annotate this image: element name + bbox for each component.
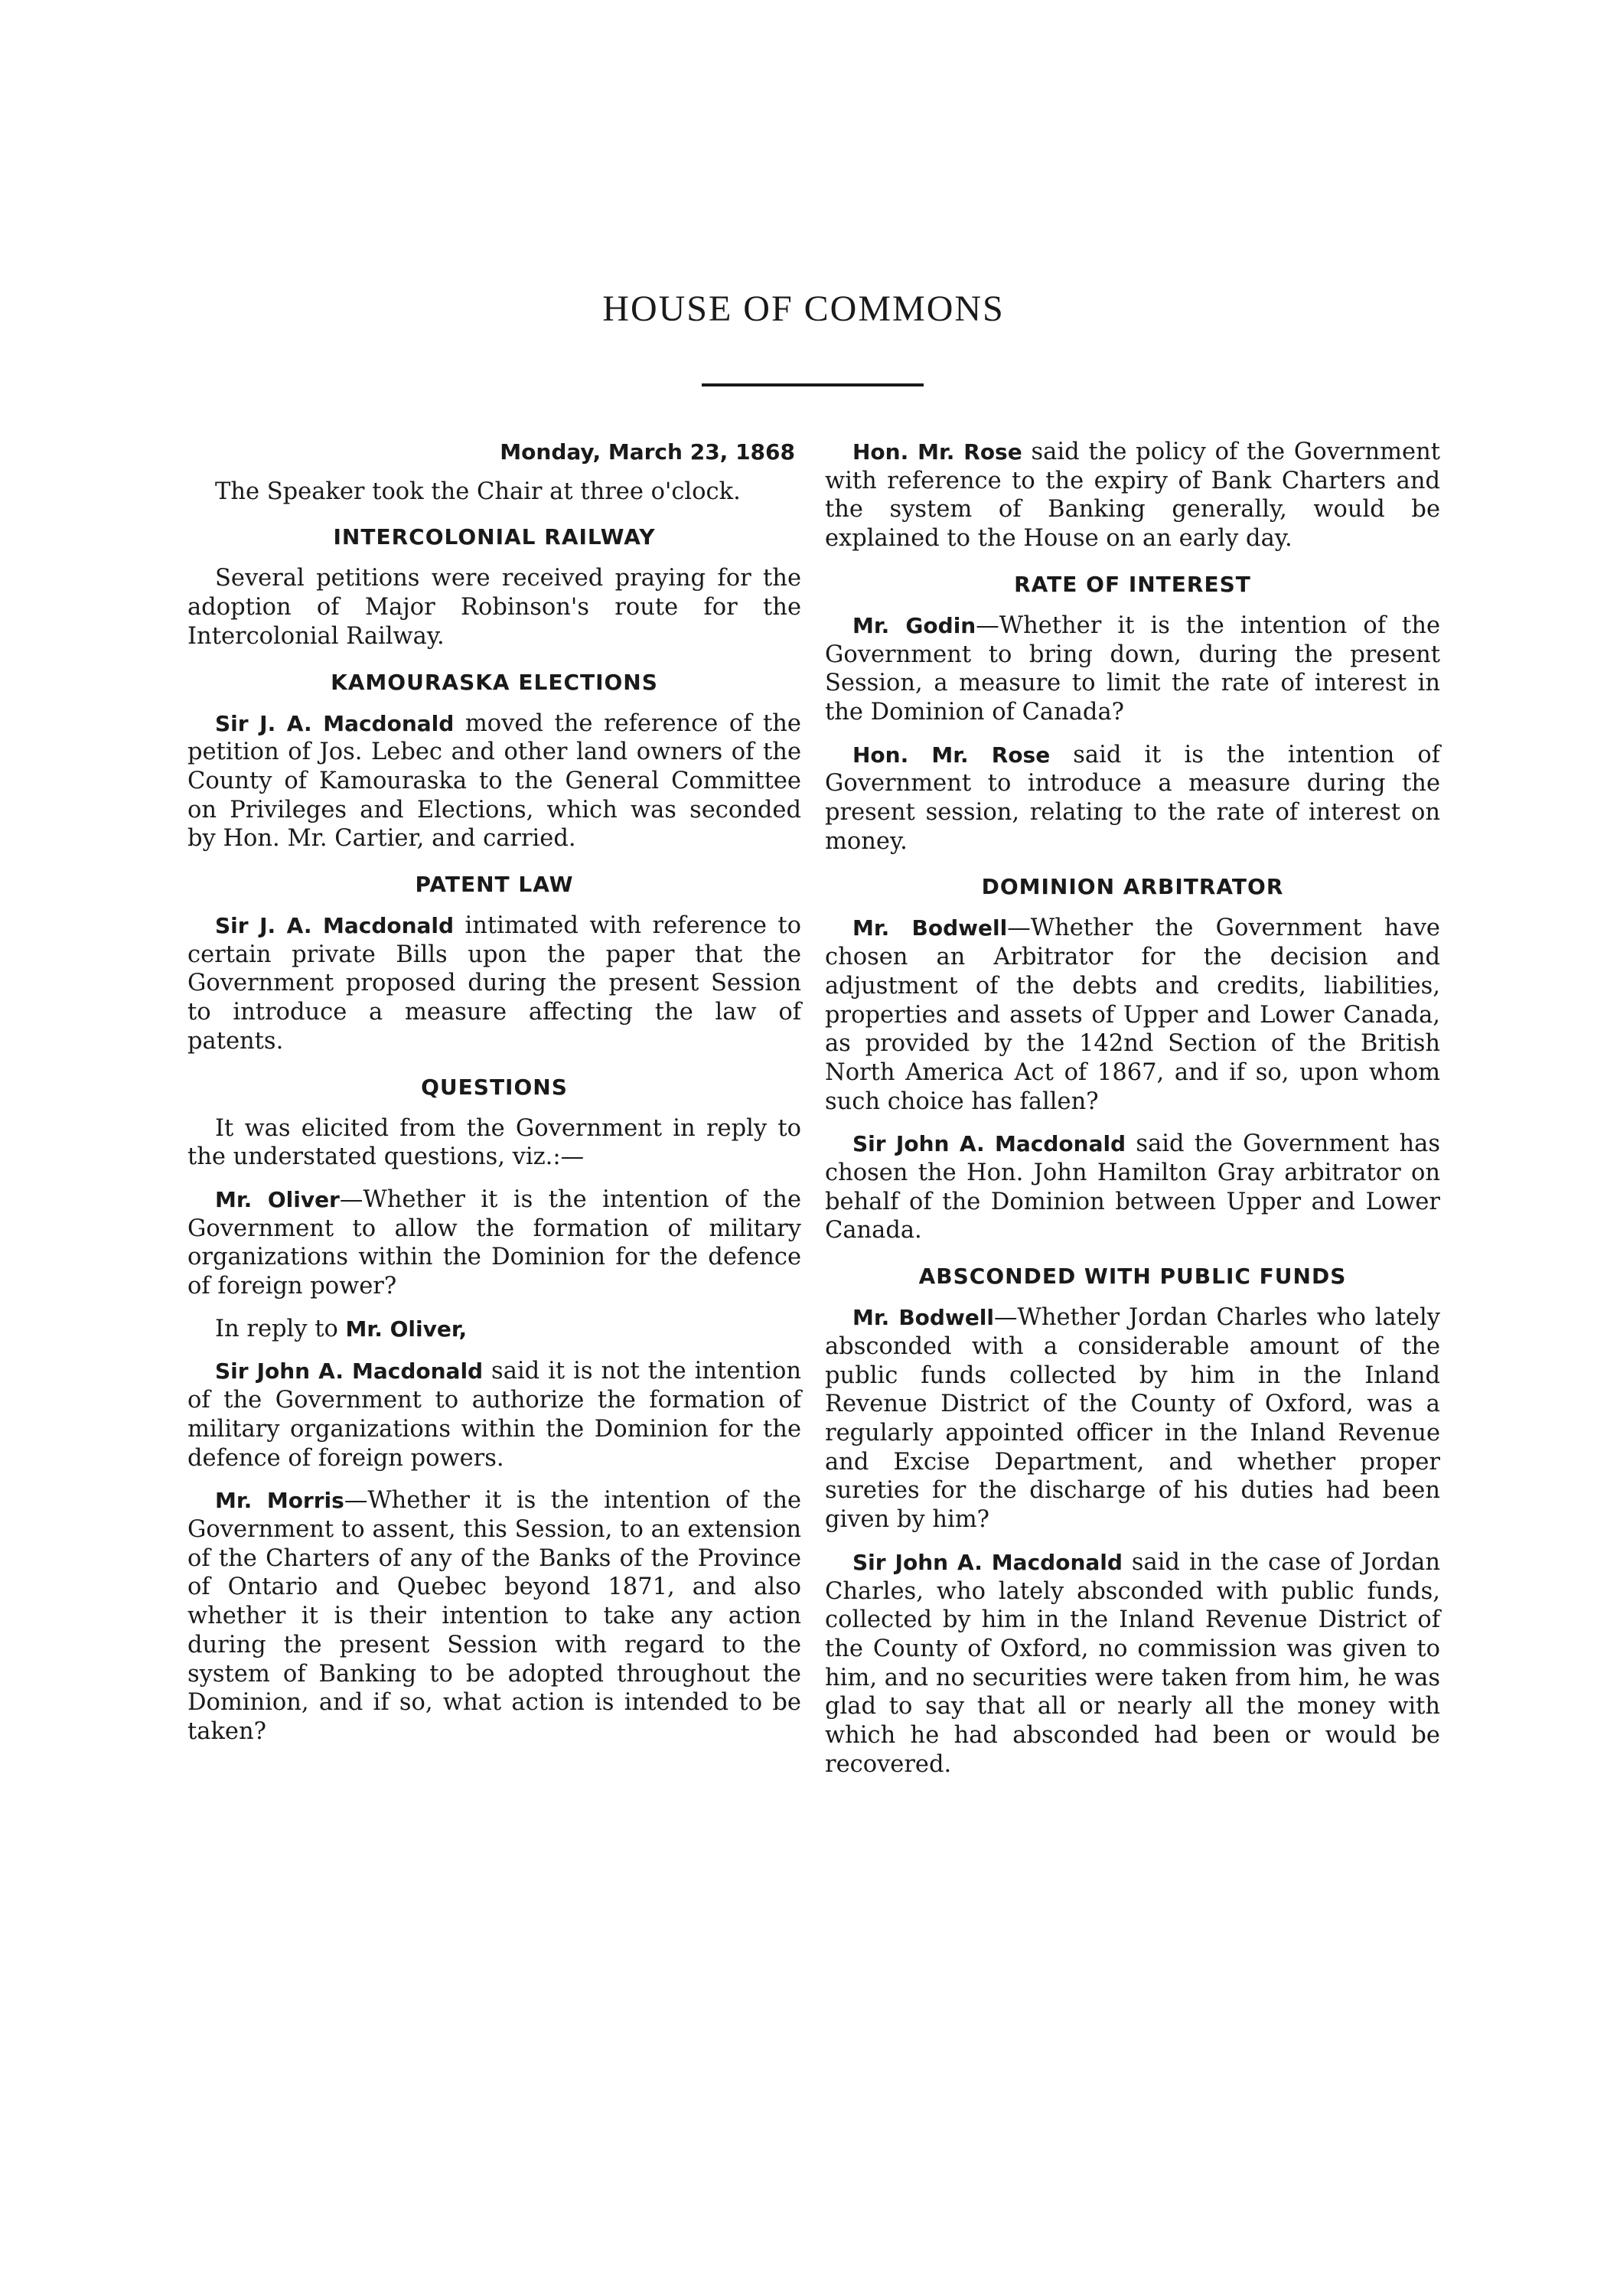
heading-rate-of-interest: RATE OF INTEREST — [1014, 571, 1251, 597]
speaker-name: Mr. Godin — [852, 612, 976, 638]
heading-dominion-arbitrator: DOMINION ARBITRATOR — [981, 874, 1284, 900]
speech-text: —Whether it is the intention of the Government to assent, this Session, to an extension of the Charters of any of the Banks of the Province of Ontario and Quebec beyond 1871, and also whether it is their intention to take any action during the present Session with regard to the system of Banking to be adopted throughout the Dominion, and if so, what action is intended to be taken? — [187, 1487, 802, 1745]
question-godin — [825, 612, 1440, 727]
patent-paragraph — [187, 912, 801, 1056]
speech-text: —Whether it is the intention of the Government to allow the formation of military organizations within the Dominion for the defence of foreign power? — [187, 1186, 801, 1300]
speech-text: —Whether it is the intention of the Government to bring down, during the present Session, a measure to limit the rate of interest in the Dominion of Canada? — [825, 612, 1441, 726]
speaker-name: Mr. Bodwell — [852, 915, 1008, 941]
right-column — [825, 438, 1440, 1792]
speech-text: moved the reference of the petition of Jos. Lebec and other land owners of the County of Kamouraska to the General Committee on Privileges and Elections, which was seconded by Hon. Mr. Cartier, and carried. — [187, 709, 801, 853]
speaker-name: Sir John A. Macdonald — [852, 1131, 1126, 1157]
session-date: Monday, March 23, 1868 — [500, 439, 795, 465]
railway-paragraph: Several petitions were received praying for the adoption of Major Robinson's route for the Intercolonial Railway. — [187, 565, 801, 650]
speaker-name: Sir John A. Macdonald — [215, 1358, 484, 1384]
answer-rose-banking — [825, 438, 1440, 553]
speech-text: said in the case of Jordan Charles, who lately absconded with public funds, collected by him in the Inland Revenue District of the County of Oxford, no commission was given to him, and no securities were taken from him, he was glad to say that all or nearly all the money with which he had absconded had been or would be recovered. — [825, 1548, 1440, 1778]
heading-patent-law: PATENT LAW — [415, 872, 574, 898]
heading-questions: QUESTIONS — [421, 1074, 568, 1100]
speech-text: intimated with reference to certain private Bills upon the paper that the Government proposed during the present Session to introduce a measure affecting the law of patents. — [187, 912, 801, 1055]
speaker-name: Hon. Mr. Rose — [852, 742, 1051, 768]
title-rule — [702, 383, 924, 386]
reply-line — [187, 1315, 801, 1344]
question-morris — [187, 1486, 801, 1746]
answer-macdonald-funds — [825, 1548, 1440, 1779]
speech-text: said the policy of the Government with reference to the expiry of Bank Charters and the system of Banking generally, would be explained to the House on an early day. — [825, 439, 1440, 553]
speech-text: said it is the intention of Government to introduce a measure during the present session, relating to the rate of interest on money. — [825, 741, 1440, 855]
left-column — [187, 438, 801, 1760]
heading-kamouraska-elections: KAMOURASKA ELECTIONS — [331, 669, 658, 695]
speaker-name: Sir J. A. Macdonald — [215, 710, 455, 736]
speech-text: said it is not the intention of the Government to authorize the formation of military organizations within the Dominion for the defence of foreign powers. — [187, 1358, 801, 1472]
speech-text: said the Government has chosen the Hon. John Hamilton Gray arbitrator on behalf of the Dominion between Upper and Lower Canada. — [825, 1130, 1440, 1244]
speaker-name: Mr. Bodwell — [852, 1305, 995, 1331]
questions-intro: It was elicited from the Government in reply to the understated questions, viz.:— — [187, 1114, 801, 1171]
question-oliver — [187, 1186, 801, 1301]
speaker-paragraph: The Speaker took the Chair at three o'clock. — [215, 478, 741, 505]
question-bodwell-funds — [825, 1303, 1440, 1534]
question-bodwell-arbitrator — [825, 914, 1440, 1116]
reply-prefix: In reply to — [215, 1315, 346, 1342]
speaker-name: Hon. Mr. Rose — [852, 439, 1022, 465]
answer-macdonald-arbitrator — [825, 1130, 1440, 1245]
speech-text: —Whether the Government have chosen an Arbitrator for the decision and adjustment of the debts and credits, liabilities, properties and assets of Upper and Lower Canada, as provided by the 142nd Section of the British North America Act of 1867, and if so, upon whom such choice has fallen? — [825, 915, 1440, 1115]
speaker-name: Sir J. A. Macdonald — [215, 913, 455, 939]
speaker-name: Mr. Morris — [215, 1488, 344, 1514]
heading-absconded-with-public-funds: ABSCONDED WITH PUBLIC FUNDS — [918, 1264, 1347, 1290]
speech-text: —Whether Jordan Charles who lately absconded with a considerable amount of the public funds collected by him in the Inland Revenue District of the County of Oxford, was a regularly appointed officer in the Inland Revenue and Excise Department, and whether proper sureties for the discharge of his duties had been given by him? — [825, 1304, 1440, 1534]
speaker-name: Sir John A. Macdonald — [852, 1549, 1123, 1575]
speaker-name: Mr. Oliver, — [345, 1316, 468, 1342]
page-title: HOUSE OF COMMONS — [602, 289, 1005, 329]
kamouraska-paragraph — [187, 709, 801, 854]
heading-intercolonial-railway: INTERCOLONIAL RAILWAY — [333, 524, 656, 550]
answer-rose-interest — [825, 741, 1440, 856]
answer-macdonald — [187, 1357, 801, 1473]
speaker-name: Mr. Oliver — [215, 1186, 340, 1212]
